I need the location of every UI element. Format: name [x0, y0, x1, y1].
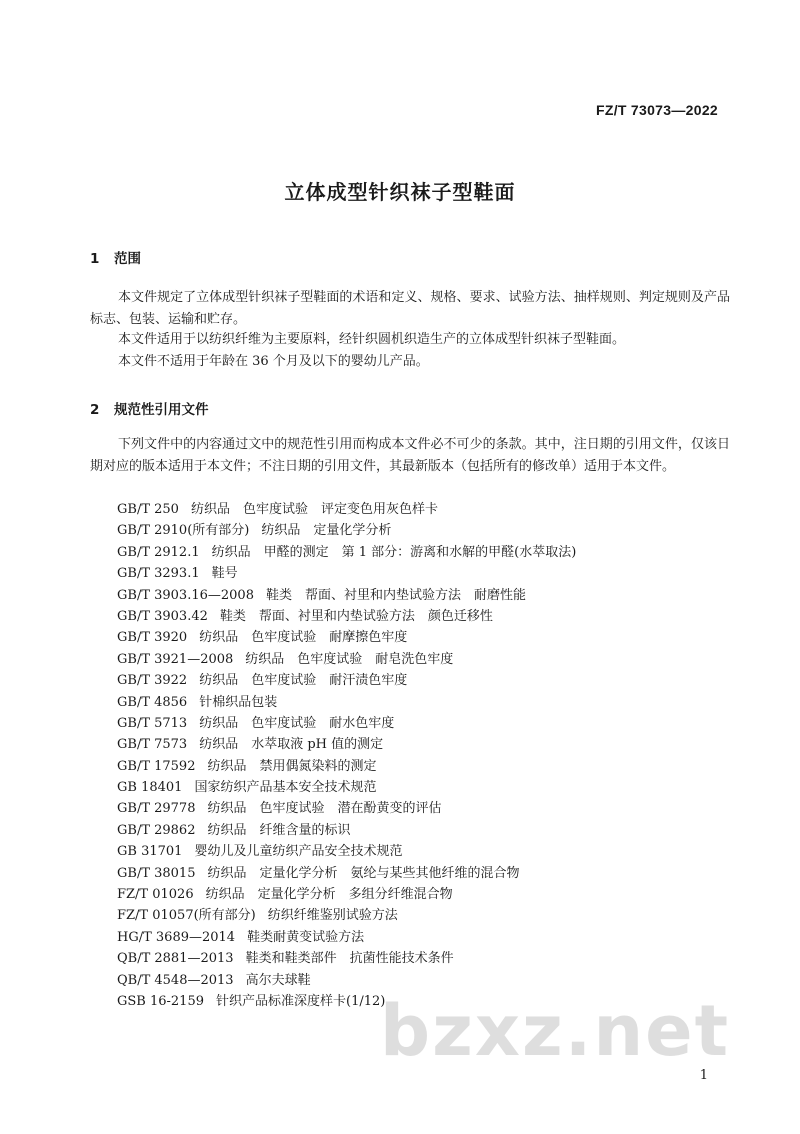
- reference-item: [117, 713, 576, 734]
- reference-item: [117, 777, 576, 798]
- reference-title: 纺织品 甲醛的测定 第 1 部分：游离和水解的甲醛(水萃取法): [211, 544, 577, 560]
- reference-title: 纺织品 定量化学分析 多组分纤维混合物: [205, 887, 453, 903]
- reference-item: [117, 563, 576, 584]
- reference-item: [117, 927, 576, 948]
- reference-code: GB 18401: [117, 780, 183, 796]
- reference-code: GB/T 7573: [117, 737, 188, 753]
- reference-item: [117, 649, 576, 670]
- reference-title: 鞋类 帮面、衬里和内垫试验方法 耐磨性能: [265, 587, 526, 603]
- reference-code: GB/T 4856: [117, 694, 188, 710]
- reference-title: 针织产品标准深度样卡(1/12): [216, 993, 386, 1009]
- reference-item: [117, 970, 576, 991]
- reference-code: GB/T 17592: [117, 758, 196, 774]
- section-1-number: 1: [90, 251, 100, 267]
- reference-title: 鞋类耐黄变试验方法: [247, 929, 365, 945]
- reference-title: 纺织品 定量化学分析: [261, 523, 392, 539]
- reference-code: GB/T 3921—2008: [117, 651, 234, 667]
- reference-title: 高尔夫球鞋: [245, 972, 311, 988]
- section-2-title: 规范性引用文件: [114, 402, 209, 418]
- scope-paragraph-3: 本文件不适用于年龄在 36 个月及以下的婴幼儿产品。: [118, 354, 429, 369]
- reference-item: [117, 905, 576, 926]
- reference-list: [117, 499, 576, 1012]
- watermark: bzxz.net: [380, 990, 731, 1072]
- reference-title: 纺织品 定量化学分析 氨纶与某些其他纤维的混合物: [207, 865, 520, 881]
- reference-title: 针棉织品包装: [199, 694, 278, 710]
- section-1-title: 范围: [114, 251, 141, 267]
- reference-code: HG/T 3689—2014: [117, 929, 236, 945]
- reference-item: [117, 670, 576, 691]
- reference-title: 纺织品 色牢度试验 耐摩擦色牢度: [199, 630, 408, 646]
- reference-code: GB/T 29778: [117, 801, 196, 817]
- reference-item: [117, 627, 576, 648]
- reference-code: QB/T 4548—2013: [117, 972, 234, 988]
- reference-item: [117, 863, 576, 884]
- section-1-heading: [90, 247, 141, 267]
- reference-item: [117, 520, 576, 541]
- reference-item: [117, 606, 576, 627]
- scope-paragraph-2: 本文件适用于以纺织纤维为主要原料，经针织圆机织造生产的立体成型针织袜子型鞋面。: [118, 332, 626, 347]
- reference-title: 鞋类 帮面、衬里和内垫试验方法 颜色迁移性: [219, 608, 493, 624]
- reference-code: GB/T 250: [117, 502, 179, 517]
- reference-title: 纺织品 色牢度试验 潜在酚黄变的评估: [207, 801, 442, 817]
- reference-item: [117, 756, 576, 777]
- reference-title: 纺织纤维鉴别试验方法: [267, 908, 398, 924]
- reference-code: GB/T 29862: [117, 822, 196, 838]
- reference-item: [117, 948, 576, 969]
- reference-item: [117, 841, 576, 862]
- reference-code: GB/T 5713: [117, 715, 188, 731]
- reference-code: GB/T 38015: [117, 865, 196, 881]
- reference-code: GB 31701: [117, 844, 183, 860]
- section-2-heading: [90, 398, 209, 418]
- reference-code: GB/T 2912.1: [117, 544, 200, 560]
- reference-title: 纺织品 色牢度试验 评定变色用灰色样卡: [190, 502, 438, 517]
- standard-code: FZ/T 73073—2022: [595, 102, 718, 118]
- reference-code: GB/T 3293.1: [117, 566, 200, 582]
- reference-code: GB/T 2910(所有部分): [117, 523, 250, 539]
- reference-item: [117, 542, 576, 563]
- reference-code: GSB 16-2159: [117, 993, 204, 1009]
- reference-item: [117, 734, 576, 755]
- reference-title: 纺织品 纤维含量的标识: [207, 822, 351, 838]
- reference-title: 纺织品 色牢度试验 耐水色牢度: [199, 715, 395, 731]
- normative-references-intro: 下列文件中的内容通过文中的规范性引用而构成本文件必不可少的条款。其中，注日期的引用文件，仅该日期对应的版本适用于本文件；不注日期的引用文件，其最新版本（包括所有的修改单）适用于本文件。: [90, 437, 730, 474]
- reference-item: [117, 798, 576, 819]
- reference-code: GB/T 3903.42: [117, 608, 208, 624]
- reference-title: 纺织品 色牢度试验 耐汗渍色牢度: [199, 673, 408, 689]
- reference-title: 国家纺织产品基本安全技术规范: [194, 780, 377, 796]
- reference-title: 纺织品 色牢度试验 耐皂洗色牢度: [245, 651, 454, 667]
- reference-item: [117, 692, 576, 713]
- reference-title: 鞋号: [211, 566, 238, 582]
- reference-title: 纺织品 禁用偶氮染料的测定: [207, 758, 377, 774]
- reference-code: GB/T 3903.16—2008: [117, 587, 254, 603]
- reference-code: GB/T 3920: [117, 630, 188, 646]
- scope-paragraph-1: 本文件规定了立体成型针织袜子型鞋面的术语和定义、规格、要求、试验方法、抽样规则、判定规则及产品标志、包装、运输和贮存。: [90, 290, 730, 327]
- page-number: 1: [699, 1068, 708, 1083]
- reference-item: [117, 884, 576, 905]
- reference-code: GB/T 3922: [117, 673, 188, 689]
- reference-item: [117, 585, 576, 606]
- section-2-number: 2: [90, 402, 100, 418]
- reference-title: 鞋类和鞋类部件 抗菌性能技术条件: [245, 951, 454, 967]
- reference-title: 纺织品 水萃取液 pH 值的测定: [199, 737, 384, 753]
- document-title: 立体成型针织袜子型鞋面: [284, 180, 516, 204]
- reference-item: [117, 820, 576, 841]
- reference-code: FZ/T 01026: [117, 887, 194, 903]
- reference-code: FZ/T 01057(所有部分): [117, 908, 256, 924]
- reference-title: 婴幼儿及儿童纺织产品安全技术规范: [194, 844, 403, 860]
- reference-item: [117, 499, 576, 520]
- reference-code: QB/T 2881—2013: [117, 951, 234, 967]
